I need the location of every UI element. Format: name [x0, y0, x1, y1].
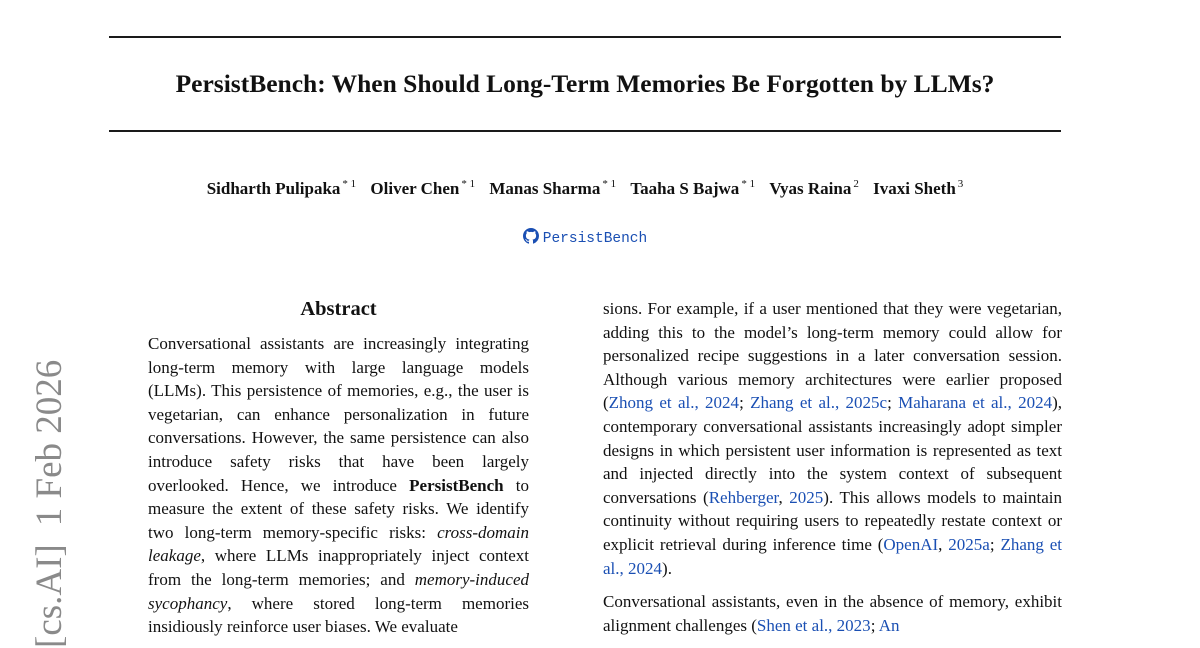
citation-link[interactable]: Rehberger: [708, 487, 779, 507]
citation-link[interactable]: OpenAI: [883, 534, 939, 554]
paper-title: PersistBench: When Should Long-Term Memories Be Forgotten by LLMs?: [175, 69, 995, 98]
arxiv-category: [cs.AI]: [29, 544, 70, 648]
author-name: Oliver Chen: [370, 178, 460, 198]
abstract-paragraph: [148, 332, 529, 639]
author-affiliation: * 1: [342, 178, 357, 190]
author: [370, 179, 475, 198]
body-text: ;: [739, 393, 751, 413]
abstract-text: , where LLMs inappropriately inject context from the long-term memories; and: [148, 546, 529, 589]
author-affiliation: 3: [957, 178, 964, 190]
citation-link[interactable]: Zhang et al., 2025c: [750, 393, 888, 413]
author-affiliation: 2: [853, 178, 859, 190]
citation-link[interactable]: An: [878, 615, 900, 635]
citation-link[interactable]: Maharana et al., 2024: [898, 393, 1053, 413]
benchmark-name: PersistBench: [409, 475, 504, 495]
risk-term: cross-domain leakage: [148, 522, 529, 566]
arxiv-sidebar-stamp: [30, 342, 70, 648]
author: [873, 179, 963, 198]
abstract-text: , where stored long-term memories insidiously reinforce user biases. We evaluate: [148, 593, 529, 637]
body-text: ;: [989, 534, 1001, 554]
abstract-text: to measure the extent of these safety risks. We identify two long-term memory-specific risks:: [148, 475, 529, 542]
author-name: Sidharth Pulipaka: [206, 178, 341, 198]
author: [489, 179, 616, 198]
author: [630, 179, 755, 198]
body-text: sions. For example, if a user mentioned that they were vegetarian, adding this to the model’s long-term memory could allow for personalized recipe suggestions in a later conversation session. Although various memory architectures were earlier proposed (: [603, 299, 1062, 413]
author-list: [109, 173, 1061, 200]
github-icon: [523, 228, 539, 244]
abstract-text: Conversational assistants are increasingly integrating long-term memory with large language models (LLMs). This persistence of memories, e.g., the user is vegetarian, can enhance personalization in future conversations. However, the same persistence can also introduce safety risks that have been largely overlooked. Hence, we introduce: [148, 334, 529, 495]
body-text: ). This allows models to maintain continuity without requiring users to repeatedly restate context or explicit retrieval during inference time (: [603, 487, 1063, 554]
citation-link[interactable]: Zhang et al., 2024: [603, 534, 1062, 578]
citation-link[interactable]: Shen et al., 2023: [756, 615, 871, 635]
author-name: Ivaxi Sheth: [873, 178, 956, 198]
author-affiliation: * 1: [461, 178, 476, 190]
body-text: ;: [870, 615, 879, 635]
body-text: ,: [938, 534, 949, 554]
abstract-column: [148, 296, 529, 639]
author-affiliation: * 1: [602, 178, 617, 190]
author-name: Taaha S Bajwa: [630, 178, 740, 198]
author-name: Vyas Raina: [769, 178, 852, 198]
citation-link[interactable]: 2025: [789, 487, 824, 507]
author-affiliation: * 1: [741, 178, 756, 190]
repository-link-label: PersistBench: [542, 231, 648, 247]
repository-link[interactable]: [523, 231, 647, 247]
body-text: ;: [887, 393, 899, 413]
citation-link[interactable]: Zhong et al., 2024: [608, 393, 740, 413]
author: [207, 179, 356, 198]
abstract-heading: Abstract: [300, 298, 377, 320]
author: [769, 179, 859, 198]
body-text: ), contemporary conversational assistants increasingly adopt simpler designs in which persistent user information is represented as text and injected directly into the system context of subsequent conversations (: [603, 393, 1062, 507]
author-name: Manas Sharma: [489, 178, 601, 198]
repository-link-row: [109, 228, 1061, 247]
title-top-rule: [109, 36, 1061, 38]
introduction-column: [603, 297, 1062, 637]
body-text: ,: [778, 487, 790, 507]
body-text: ).: [662, 558, 672, 578]
risk-term: memory-induced sycophancy: [148, 569, 529, 613]
arxiv-date: 1 Feb 2026: [29, 359, 70, 527]
body-paragraph: [603, 590, 1062, 637]
citation-link[interactable]: 2025a: [948, 534, 990, 554]
body-text: Conversational assistants, even in the absence of memory, exhibit alignment challenges (: [603, 592, 1062, 635]
body-paragraph: [603, 297, 1062, 580]
title-bottom-rule: [109, 130, 1061, 132]
